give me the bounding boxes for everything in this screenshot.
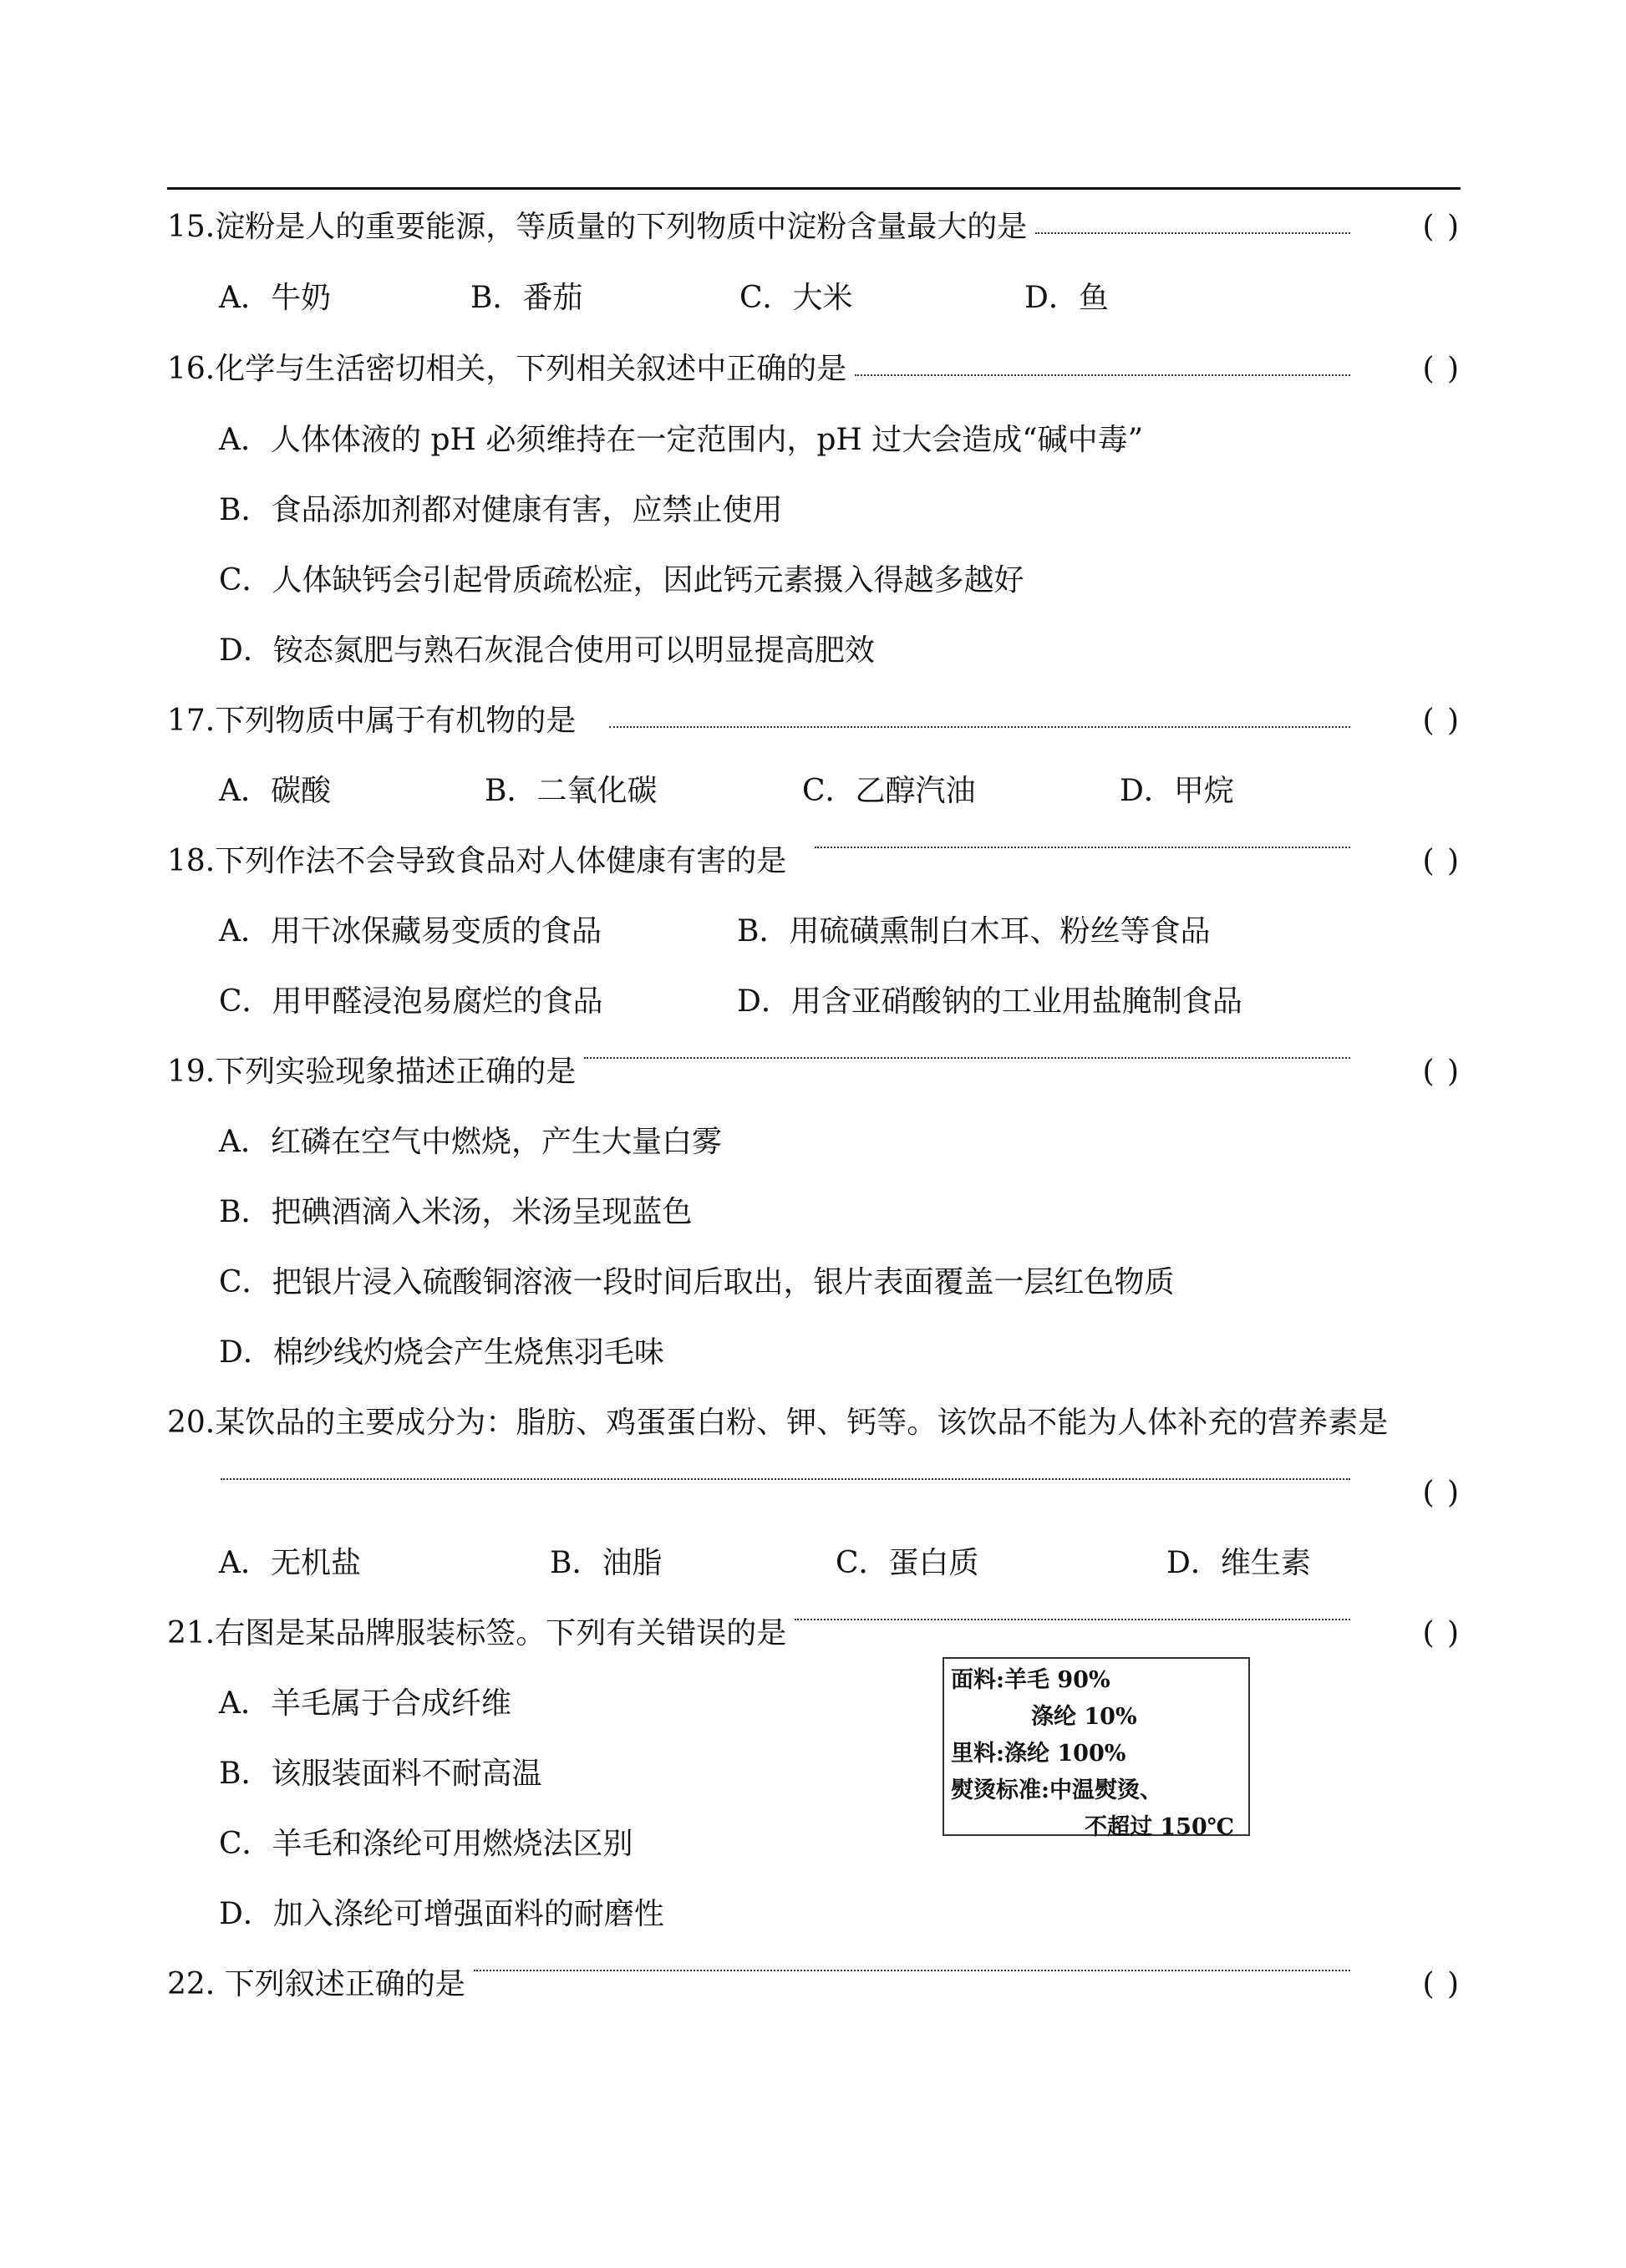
label-line-ironing: 熨烫标准:中温熨烫、 [951,1777,1162,1803]
option-c[interactable]: C．把银片浸入硫酸铜溶液一段时间后取出，银片表面覆盖一层红色物质 [219,1265,1175,1299]
label-line-lining: 里料:涤纶 100% [951,1741,1126,1767]
clothing-label-figure [943,1657,1250,1840]
question-stem: 15.淀粉是人的重要能源，等质量的下列物质中淀粉含量最大的是 [167,210,1028,244]
option-b[interactable]: B．用硫磺熏制白木耳、粉丝等食品 [737,914,1211,948]
dotted-leader [815,847,1350,848]
option-a[interactable]: A．红磷在空气中燃烧，产生大量白雾 [219,1125,722,1159]
option-c[interactable]: C．大米 [739,281,853,315]
answer-blank[interactable]: ( ) [1422,1476,1461,1510]
dotted-leader [221,1478,1350,1480]
dotted-leader [855,374,1350,376]
header-rule [167,187,1461,190]
option-b[interactable]: B．番茄 [470,281,583,315]
question-20 [167,1398,1461,1448]
option-c[interactable]: C．用甲醛浸泡易腐烂的食品 [219,984,603,1019]
option-c[interactable]: C．蛋白质 [836,1546,979,1580]
answer-blank[interactable]: ( ) [1422,844,1461,878]
question-17 [167,696,1461,746]
dotted-leader [1035,232,1350,234]
option-b[interactable]: B．把碘酒滴入米汤，米汤呈现蓝色 [219,1195,693,1229]
option-c[interactable]: C．乙醇汽油 [802,774,976,808]
question-stem: 18.下列作法不会导致食品对人体健康有害的是 [167,844,787,878]
question-20-leader [167,1468,1461,1518]
option-b[interactable]: B．食品添加剂都对健康有害，应禁止使用 [219,493,783,527]
answer-blank[interactable]: ( ) [1422,704,1461,738]
question-21 [167,1609,1461,1659]
option-b[interactable]: B．该服装面料不耐高温 [219,1757,542,1791]
answer-blank[interactable]: ( ) [1422,1616,1461,1650]
question-stem: 17.下列物质中属于有机物的是 [167,704,577,738]
label-line-fabric: 面料:羊毛 90% [951,1667,1110,1693]
question-16 [167,344,1461,394]
question-stem: 20.某饮品的主要成分为：脂肪、鸡蛋蛋白粉、钾、钙等。该饮品不能为人体补充的营养素是 [167,1406,1389,1440]
dotted-leader [584,1057,1350,1059]
question-stem: 22. 下列叙述正确的是 [167,1967,465,2001]
option-d[interactable]: D．用含亚硝酸钠的工业用盐腌制食品 [737,984,1242,1019]
question-stem: 19.下列实验现象描述正确的是 [167,1055,577,1089]
option-a[interactable]: A．羊毛属于合成纤维 [219,1686,511,1721]
question-15 [167,202,1461,252]
option-d[interactable]: D．加入涤纶可增强面料的耐磨性 [219,1897,664,1931]
dotted-leader [795,1619,1350,1620]
dotted-leader [609,726,1350,728]
option-a[interactable]: A．牛奶 [219,281,331,315]
option-b[interactable]: B．油脂 [550,1546,663,1580]
option-d[interactable]: D．鱼 [1024,281,1109,315]
option-d[interactable]: D．甲烷 [1120,774,1234,808]
question-18 [167,837,1461,887]
label-line-polyester: 涤纶 10% [1031,1704,1137,1730]
option-d[interactable]: D．铵态氮肥与熟石灰混合使用可以明显提高肥效 [219,633,875,668]
label-line-temperature: 不超过 150℃ [1085,1814,1235,1840]
question-22 [167,1960,1461,2010]
question-stem: 16.化学与生活密切相关，下列相关叙述中正确的是 [167,352,847,386]
option-a[interactable]: A．人体体液的 pH 必须维持在一定范围内，pH 过大会造成“碱中毒” [219,423,1144,457]
option-a[interactable]: A．碳酸 [219,774,331,808]
answer-blank[interactable]: ( ) [1422,1967,1461,2001]
question-stem: 21.右图是某品牌服装标签。下列有关错误的是 [167,1616,787,1650]
option-a[interactable]: A．用干冰保藏易变质的食品 [219,914,602,948]
answer-blank[interactable]: ( ) [1422,210,1461,244]
dotted-leader [474,1970,1350,1971]
option-c[interactable]: C．羊毛和涤纶可用燃烧法区别 [219,1827,633,1861]
question-19 [167,1047,1461,1097]
option-a[interactable]: A．无机盐 [219,1546,361,1580]
option-b[interactable]: B．二氧化碳 [485,774,658,808]
option-d[interactable]: D．棉纱线灼烧会产生烧焦羽毛味 [219,1335,664,1370]
option-d[interactable]: D．维生素 [1166,1546,1311,1580]
option-c[interactable]: C．人体缺钙会引起骨质疏松症，因此钙元素摄入得越多越好 [219,563,1024,598]
answer-blank[interactable]: ( ) [1422,1055,1461,1089]
answer-blank[interactable]: ( ) [1422,352,1461,386]
